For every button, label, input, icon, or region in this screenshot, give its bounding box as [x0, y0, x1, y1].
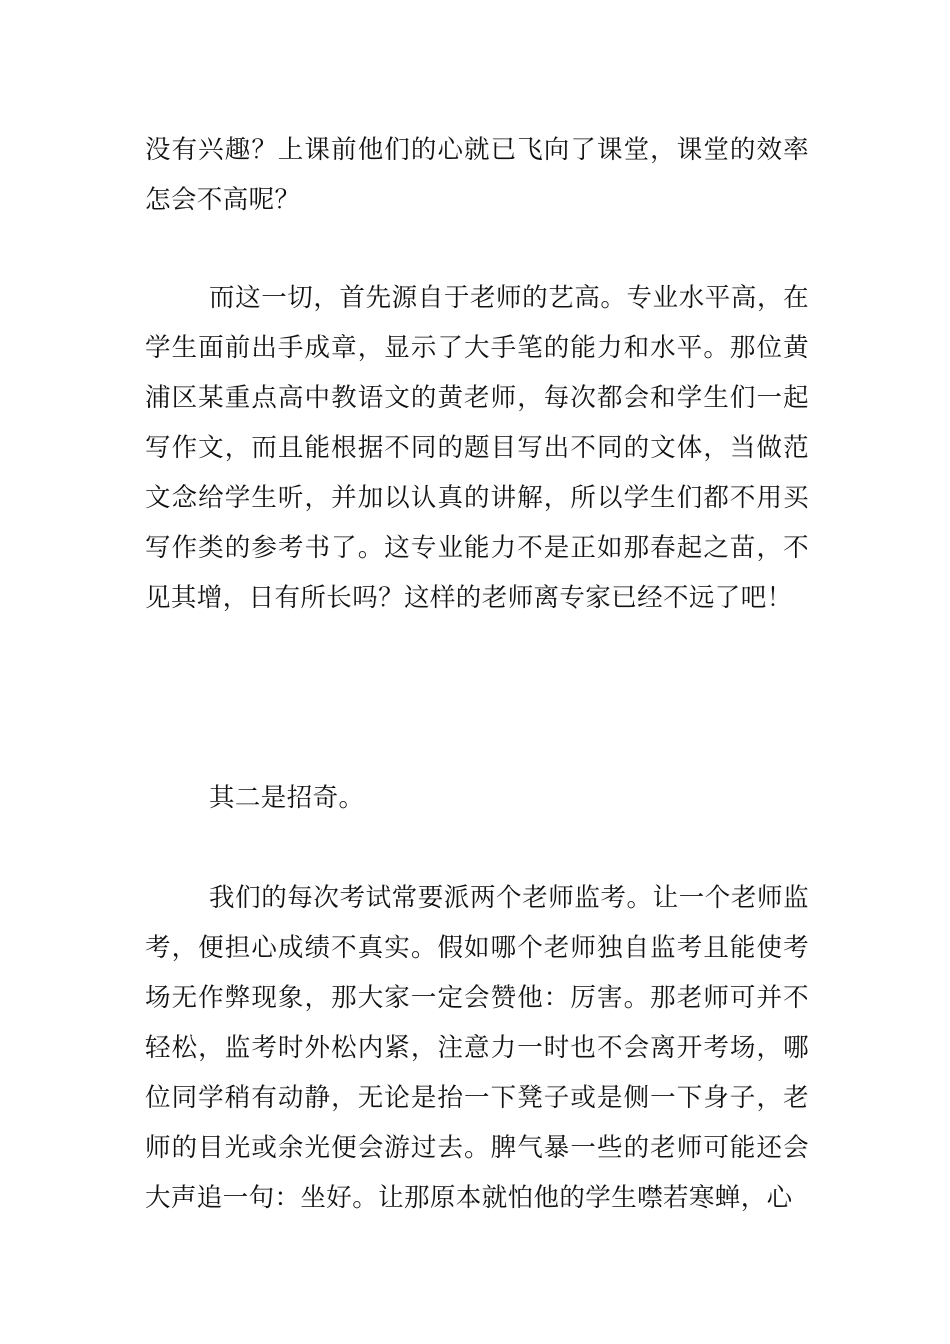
paragraph-exam-proctoring: 我们的每次考试常要派两个老师监考。让一个老师监考，便担心成绩不真实。假如哪个老师独自监考且能使考场无作弊现象，那大家一定会赞他：厉害。那老师可并不轻松，监考时外松内紧，注意力一时也不会离开考场，哪位同学稍有动静，无论是抬一下凳子或是侧一下身子，老师的目光或余光便会游过去。脾气暴一些的老师可能还会大声追一句：坐好。让那原本就怕他的学生噤若寒蝉，心	[145, 883, 809, 1213]
paragraph-continuation: 没有兴趣？上课前他们的心就已飞向了课堂，课堂的效率怎会不高呢？	[145, 135, 809, 215]
paragraph-teacher-skill: 而这一切，首先源自于老师的艺高。专业水平高，在学生面前出手成章，显示了大手笔的能力和水平。那位黄浦区某重点高中教语文的黄老师，每次都会和学生们一起写作文，而且能根据不同的题目写出不同的文体，当做范文念给学生听，并加以认真的讲解，所以学生们都不用买写作类的参考书了。这专业能力不是正如那春起之苗，不见其增，日有所长吗？这样的老师离专家已经不远了吧！	[145, 283, 809, 613]
section-heading-second-point: 其二是招奇。	[209, 783, 365, 813]
